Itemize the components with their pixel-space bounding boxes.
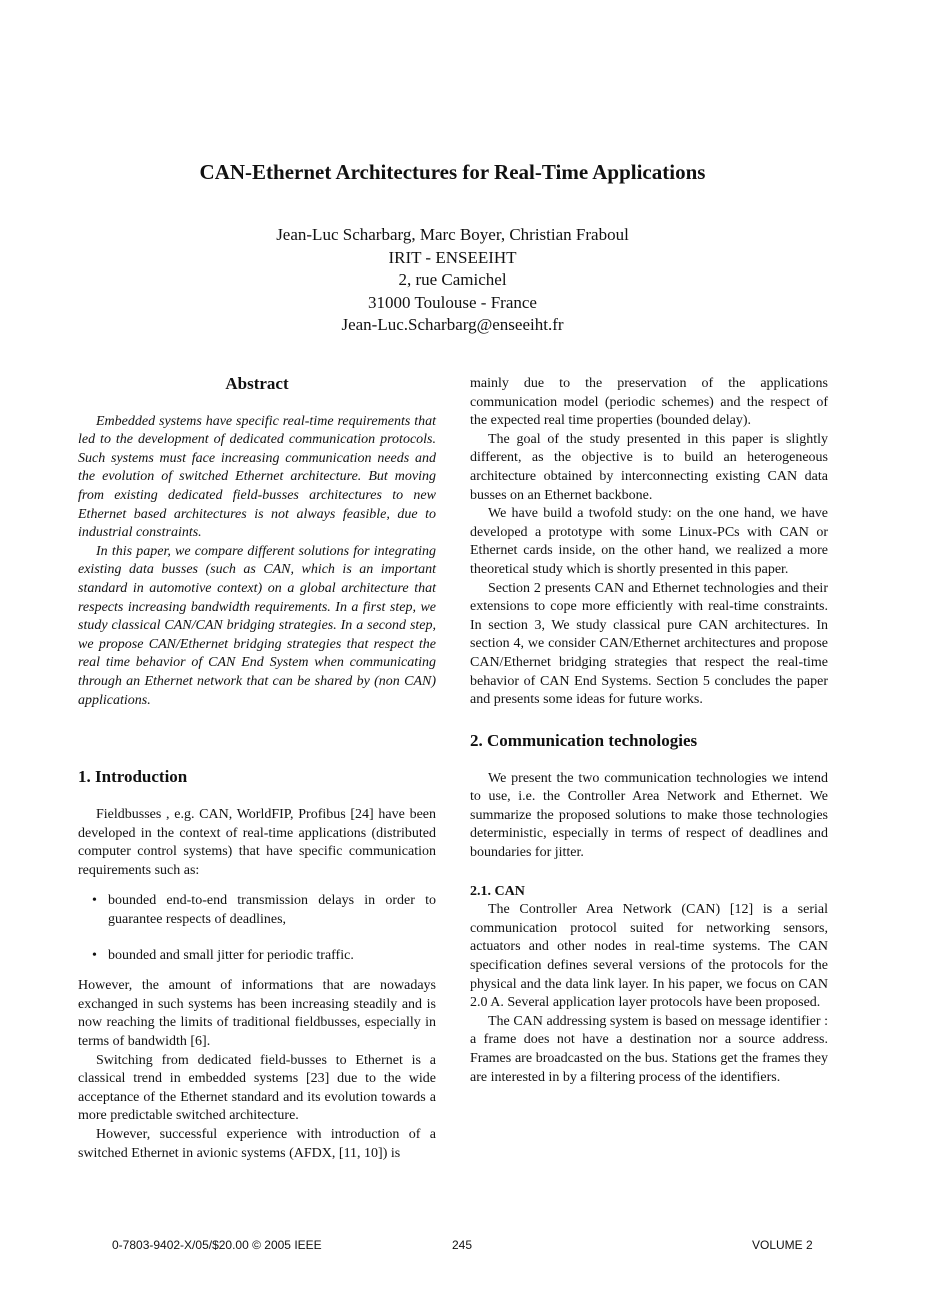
list-item: • bounded end-to-end transmission delays in order to guarantee respects of deadlines, [108,892,436,929]
right-column [470,375,828,1087]
author-names: Jean-Luc Scharbarg, Marc Boyer, Christian Fraboul [276,225,629,244]
author-city: 31000 Toulouse - France [368,292,537,312]
abstract-body [78,413,436,711]
body-paragraph: The goal of the study presented in this paper is slightly different, as the objective is to build an heterogeneous architecture obtained by interconnecting existing CAN data busses on an Ethernet backbone. [470,431,828,503]
section-heading-communication-technologies: 2. Communication technologies [470,730,698,750]
list-item: • bounded and small jitter for periodic traffic. [108,947,436,966]
section-heading-introduction: 1. Introduction [78,767,188,787]
footer-copyright: 0-7803-9402-X/05/$20.00 © 2005 IEEE [112,1238,322,1252]
body-paragraph: The Controller Area Network (CAN) [12] is a serial communication protocol suited for networking sensors, actuators and other nodes in real-time systems. The CAN specification defines several versions of the protocols for the physical and the data link layer. In his paper, we focus on CAN 2.0 A. Several application layer protocols have been proposed. [470,902,828,1011]
requirements-list [78,892,436,965]
author-affiliation: IRIT - ENSEEIHT [388,247,517,267]
intro-paragraph: Switching from dedicated field-busses to Ethernet is a classical trend in embedded systems [23] due to the wide acceptance of the Ethernet standard and its evolution towards a more predictable switched architecture. [78,1052,436,1124]
body-paragraph: We present the two communication technologies we intend to use, i.e. the Controller Area Network and Ethernet. We summarize the proposed solutions to make those technologies deterministic, especially in terms of respect of deadlines and boundaries for jitter. [470,770,828,861]
author-email: Jean-Luc.Scharbarg@enseeiht.fr [341,315,564,334]
paper-title: CAN-Ethernet Architectures for Real-Time Applications [199,160,706,184]
intro-paragraph: However, the amount of informations that are nowadays exchanged in such systems has been increasing steadily and is now reaching the limits of traditional fieldbusses, especially in terms of bandwidth [6]. [78,978,436,1050]
footer-page-number: 245 [452,1238,473,1252]
left-column [78,375,436,1163]
abstract-paragraph: Embedded systems have specific real-time requirements that led to the development of dedicated communication protocols. Such systems must face increasing communication needs and the evolution of switched Ethernet architecture. But moving from existing dedicated field-busses architectures to new Ethernet based architectures is not always feasible, due to industrial constraints. [78,413,436,541]
subsection-heading-can: 2.1. CAN [470,883,525,899]
footer-volume: VOLUME 2 [752,1238,813,1252]
abstract-heading: Abstract [225,374,289,393]
author-block [0,224,905,337]
intro-paragraph: However, successful experience with introduction of a switched Ethernet in avionic systems (AFDX, [11, 10]) is [78,1127,436,1161]
intro-paragraph: Fieldbusses , e.g. CAN, WorldFIP, Profibus [24] have been developed in the context of real-time applications (distributed computer control systems) that have specific communication requirements such as: [78,807,436,878]
body-paragraph: The CAN addressing system is based on message identifier : a frame does not have a destination nor a source address. Frames are broadcasted on the bus. Stations get the frames they are interested in by a filtering process of the identifiers. [470,1013,828,1085]
body-paragraph: Section 2 presents CAN and Ethernet technologies and their extensions to cope more efficiently with real-time constraints. In section 3, We study classical pure CAN architectures. In section 4, we consider CAN/Ethernet architectures and propose CAN/Ethernet bridging strategies that respect the real-time behavior of CAN End Systems. Section 5 concludes the paper and presents some ideas for future works. [470,580,828,708]
author-street: 2, rue Camichel [398,270,507,289]
abstract-paragraph: In this paper, we compare different solutions for integrating existing data busses (such as CAN, which is an important standard in automotive context) on a global architecture that respects increasing bandwidth requirements. In a first step, we study classical CAN/CAN bridging strategies. In a second step, we propose CAN/Ethernet bridging strategies that respect the real time behavior of CAN End System when communicating through an Ethernet network that can be shared by (non CAN) applications. [78,543,436,708]
body-paragraph: We have build a twofold study: on the one hand, we have developed a prototype with some Linux-PCs with CAN or Ethernet cards inside, on the other hand, we realized a more theoretical study which is shortly presented in this paper. [470,506,828,577]
body-paragraph: mainly due to the preservation of the applications communication model (periodic schemes) and the respect of the expected real time properties (bounded delay). [470,376,828,429]
